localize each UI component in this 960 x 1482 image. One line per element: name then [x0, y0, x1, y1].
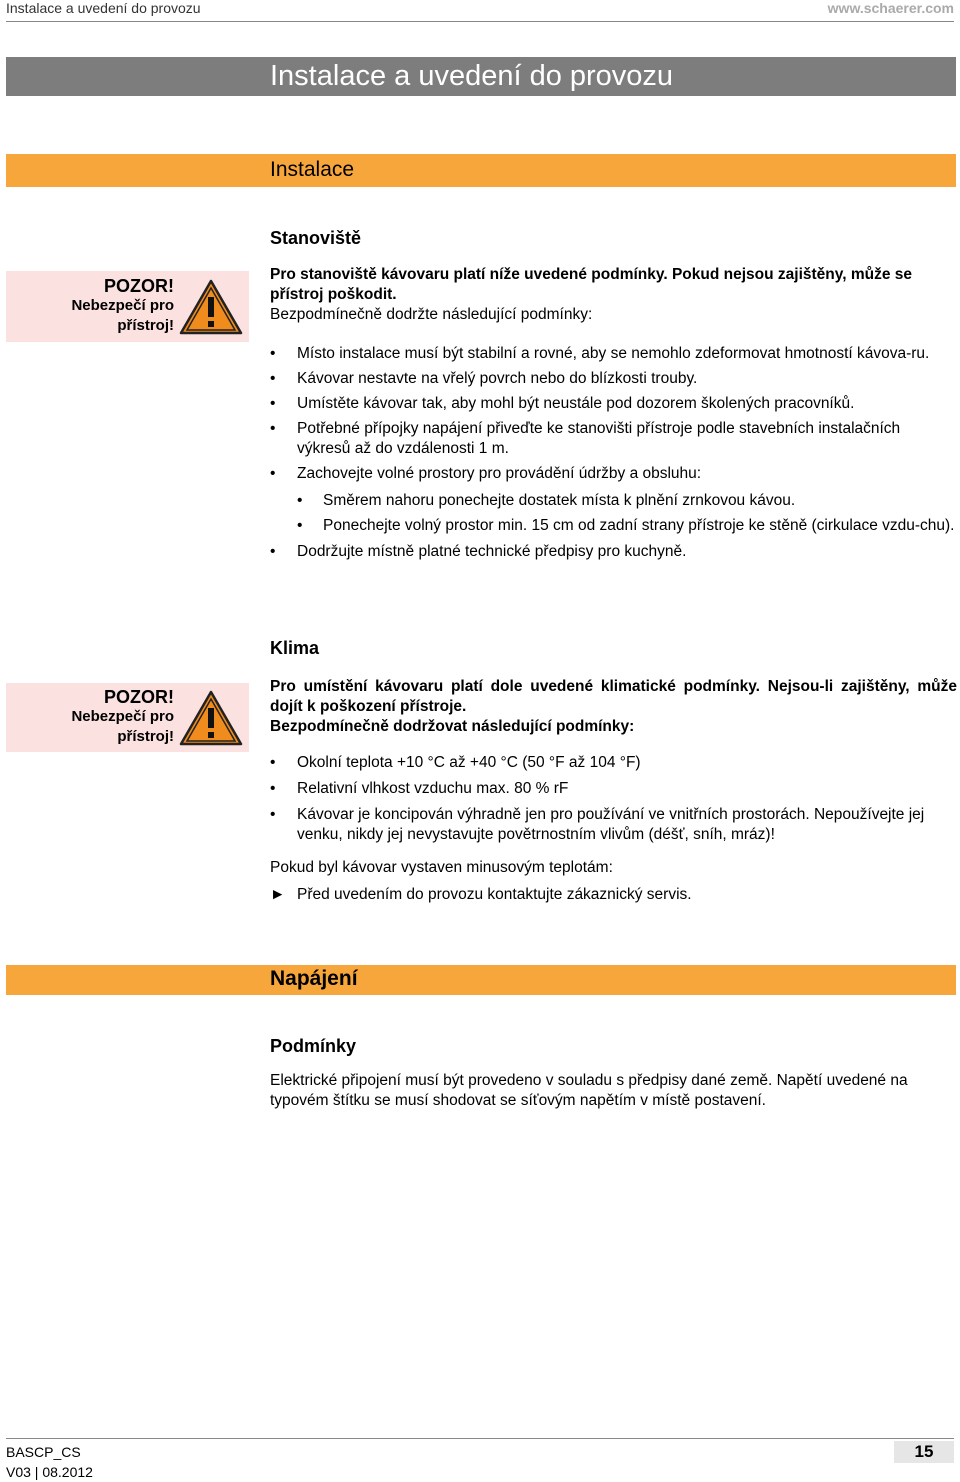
header-url[interactable]: www.schaerer.com — [827, 0, 954, 16]
section-title-power: Napájení — [270, 967, 358, 990]
sub-list — [297, 491, 957, 536]
list-item: • Zachovejte volné prostory pro provádění údržby a obsluhu: • Směrem nahoru ponechejte dostatek místa k plnění zrnkovou kávou. • Ponechejte volný prostor min. 15 cm od zadní strany přístroje ke stěně (cirkulace vzdu-chu). — [270, 464, 957, 536]
list-item: • Potřebné přípojky napájení přiveďte ke stanovišti přístroje podle stavebních instalačních výkresů až do vzdálenosti 1 m. — [270, 419, 957, 459]
sub-list-item: • Směrem nahoru ponechejte dostatek místa k plnění zrnkovou kávou. — [297, 491, 957, 511]
chapter-title: Instalace a uvedení do provozu — [270, 60, 674, 92]
list-item: • Místo instalace musí být stabilní a rovné, aby se nemohlo zdeformovat hmotností kávova-ru. — [270, 344, 957, 364]
chapter-title-bar — [6, 57, 956, 96]
footer-divider — [6, 1438, 954, 1439]
warning-box-klima — [6, 683, 249, 752]
list-item: • Umístěte kávovar tak, aby mohl být neustále pod dozorem školených pracovníků. — [270, 394, 957, 414]
footer-doc-info: BASCP_CS V03 | 08.2012 — [6, 1444, 93, 1480]
section-title-installation: Instalace — [270, 158, 355, 181]
arrow-right-icon: ► — [270, 886, 286, 903]
section-bar-installation — [6, 154, 956, 187]
podminky-text: Elektrické připojení musí být provedeno v souladu s předpisy dané země. Napětí uvedené na typovém štítku se musí shodovat se síťovým napětím v místě postavení. — [270, 1072, 908, 1109]
heading-klima: Klima — [270, 638, 320, 658]
list-item: • Kávovar nestavte na vřelý povrch nebo do blízkosti trouby. — [270, 369, 957, 389]
section-bar-power — [6, 965, 956, 995]
list-item: • Relativní vlhkost vzduchu max. 80 % rF — [270, 779, 957, 799]
action-text: Před uvedením do provozu kontaktujte zákaznický servis. — [297, 886, 692, 903]
warning-text: POZOR! Nebezpečí pro přístroj! — [71, 687, 174, 745]
header-divider — [6, 21, 954, 22]
list-item: • Dodržujte místně platné technické předpisy pro kuchyně. — [270, 542, 957, 562]
klima-intro: Pro umístění kávovaru platí dole uvedené klimatické podmínky. Nejsou-li zajištěny, může dojít k poškození přístroje. Bezpodmínečně dodržovat následující podmínky: — [270, 678, 957, 735]
stanoviste-intro: Pro stanoviště kávovaru platí níže uvedené podmínky. Pokud nejsou zajištěny, může se přístroj poškodit. Bezpodmínečně dodržte následující podmínky: — [270, 266, 913, 323]
page-number: 15 — [894, 1441, 954, 1463]
warning-box-stanoviste — [6, 271, 249, 342]
warning-triangle-icon — [179, 279, 243, 335]
sub-list-item: • Ponechejte volný prostor min. 15 cm od zadní strany přístroje ke stěně (cirkulace vzdu-chu). — [297, 516, 957, 536]
list-item: • Kávovar je koncipován výhradně jen pro používání ve vnitřních prostorách. Nepoužívejte jej venku, nikdy jej nevystavujte povětrnostním vlivům (déšť, sníh, mráz)! — [270, 805, 957, 845]
heading-stanoviste: Stanoviště — [270, 228, 362, 248]
stanoviste-conditions-list — [270, 344, 957, 562]
klima-conditions-list — [270, 753, 957, 845]
warning-triangle-icon — [179, 690, 243, 746]
list-item: • Okolní teplota +10 °C až +40 °C (50 °F až 104 °F) — [270, 753, 957, 773]
header-title: Instalace a uvedení do provozu — [6, 0, 201, 16]
warning-text: POZOR! Nebezpečí pro přístroj! — [71, 276, 174, 334]
heading-podminky: Podmínky — [270, 1036, 357, 1056]
minus-temperature-text: Pokud byl kávovar vystaven minusovým teplotám: — [270, 859, 613, 876]
action-step — [270, 886, 692, 904]
